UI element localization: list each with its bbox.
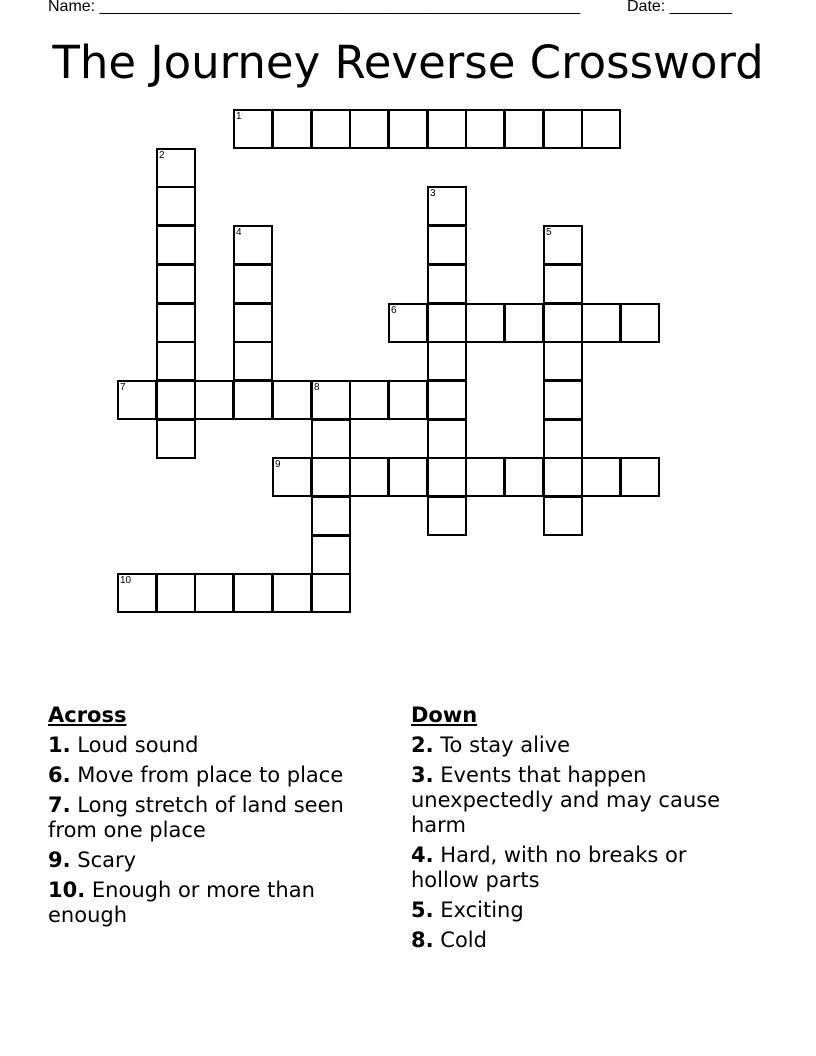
grid-cell[interactable]: [427, 419, 467, 459]
grid-cell[interactable]: [156, 573, 196, 613]
grid-cell[interactable]: [465, 109, 505, 149]
grid-cell[interactable]: [465, 457, 505, 497]
grid-cell[interactable]: [543, 419, 583, 459]
grid-cell[interactable]: [156, 264, 196, 304]
grid-cell[interactable]: [427, 186, 467, 226]
grid-cell[interactable]: [620, 457, 660, 497]
grid-cell[interactable]: [156, 186, 196, 226]
grid-cell[interactable]: [311, 573, 351, 613]
clue-text: Events that happen unexpectedly and may cause harm: [411, 763, 721, 837]
clue-across-10: [48, 878, 388, 928]
clue-number-label: 6: [391, 305, 397, 316]
grid-cell[interactable]: [543, 341, 583, 381]
clue-text: Exciting: [440, 898, 524, 922]
grid-cell[interactable]: [349, 457, 389, 497]
clue-number-label: 8: [314, 382, 320, 393]
grid-cell[interactable]: [543, 457, 583, 497]
clue-number: 5.: [411, 898, 434, 922]
grid-cell[interactable]: [427, 341, 467, 381]
grid-cell[interactable]: [156, 225, 196, 265]
grid-cell[interactable]: [543, 380, 583, 420]
clue-text: Loud sound: [77, 733, 199, 757]
grid-cell[interactable]: [272, 457, 312, 497]
grid-cell[interactable]: [311, 457, 351, 497]
grid-cell[interactable]: [543, 225, 583, 265]
clue-number-label: 1: [236, 111, 242, 122]
grid-cell[interactable]: [427, 225, 467, 265]
clue-number-label: 7: [120, 382, 126, 393]
clue-down-5: [411, 898, 761, 923]
clue-across-6: [48, 763, 388, 788]
grid-cell[interactable]: [194, 380, 234, 420]
clue-number-label: 4: [236, 227, 242, 238]
clue-down-2: [411, 733, 761, 758]
grid-cell[interactable]: [156, 380, 196, 420]
grid-cell[interactable]: [581, 109, 621, 149]
grid-cell[interactable]: [427, 457, 467, 497]
clue-number: 6.: [48, 763, 71, 787]
across-clues: [48, 703, 388, 933]
grid-cell[interactable]: [194, 573, 234, 613]
grid-cell[interactable]: [311, 496, 351, 536]
clue-number: 10.: [48, 878, 86, 902]
clue-number: 9.: [48, 848, 71, 872]
grid-cell[interactable]: [156, 303, 196, 343]
grid-cell[interactable]: [504, 303, 544, 343]
grid-cell[interactable]: [543, 109, 583, 149]
grid-cell[interactable]: [427, 380, 467, 420]
grid-cell[interactable]: [233, 109, 273, 149]
grid-cell[interactable]: [388, 303, 428, 343]
grid-cell[interactable]: [388, 457, 428, 497]
clue-number-label: 3: [430, 188, 436, 199]
grid-cell[interactable]: [233, 225, 273, 265]
clue-number-label: 5: [546, 227, 552, 238]
across-heading: Across: [48, 703, 127, 727]
grid-cell[interactable]: [543, 496, 583, 536]
grid-cell[interactable]: [156, 341, 196, 381]
grid-cell[interactable]: [272, 573, 312, 613]
grid-cell[interactable]: [117, 380, 157, 420]
date-field: Date: _______: [627, 0, 732, 15]
grid-cell[interactable]: [272, 380, 312, 420]
clue-text: Cold: [440, 928, 487, 952]
clue-across-7: [48, 793, 388, 843]
grid-cell[interactable]: [311, 109, 351, 149]
clue-number: 8.: [411, 928, 434, 952]
clue-text: To stay alive: [440, 733, 571, 757]
grid-cell[interactable]: [311, 535, 351, 575]
clue-number: 2.: [411, 733, 434, 757]
grid-cell[interactable]: [233, 341, 273, 381]
grid-cell[interactable]: [233, 573, 273, 613]
clue-number: 4.: [411, 843, 434, 867]
grid-cell[interactable]: [427, 264, 467, 304]
grid-cell[interactable]: [117, 573, 157, 613]
grid-cell[interactable]: [233, 380, 273, 420]
clue-number-label: 10: [120, 575, 132, 586]
grid-cell[interactable]: [504, 109, 544, 149]
clue-number: 7.: [48, 793, 71, 817]
page-title: The Journey Reverse Crossword: [52, 36, 764, 89]
grid-cell[interactable]: [543, 303, 583, 343]
clue-across-9: [48, 848, 388, 873]
grid-cell[interactable]: [543, 264, 583, 304]
grid-cell[interactable]: [311, 380, 351, 420]
clue-number-label: 9: [275, 459, 281, 470]
grid-cell[interactable]: [349, 380, 389, 420]
grid-cell[interactable]: [233, 264, 273, 304]
clue-number: 3.: [411, 763, 434, 787]
name-field: Name: ______________________________________________________: [48, 0, 581, 15]
grid-cell[interactable]: [465, 303, 505, 343]
clue-text: Long stretch of land seen from one place: [48, 793, 344, 842]
clue-text: Move from place to place: [77, 763, 344, 787]
grid-cell[interactable]: [504, 457, 544, 497]
clue-across-1: [48, 733, 388, 758]
grid-cell[interactable]: [388, 380, 428, 420]
grid-cell[interactable]: [233, 303, 273, 343]
grid-cell[interactable]: [620, 303, 660, 343]
clue-text: Enough or more than enough: [48, 878, 315, 927]
down-heading: Down: [411, 703, 478, 727]
grid-cell[interactable]: [388, 109, 428, 149]
down-clues: [411, 703, 761, 958]
grid-cell[interactable]: [311, 419, 351, 459]
clue-down-3: [411, 763, 761, 838]
clue-down-8: [411, 928, 761, 953]
clue-number-label: 2: [159, 150, 165, 161]
clue-text: Hard, with no breaks or hollow parts: [411, 843, 687, 892]
clue-down-4: [411, 843, 761, 893]
grid-cell[interactable]: [156, 148, 196, 188]
clue-text: Scary: [77, 848, 137, 872]
grid-cell[interactable]: [156, 419, 196, 459]
grid-cell[interactable]: [581, 303, 621, 343]
grid-cell[interactable]: [581, 457, 621, 497]
grid-cell[interactable]: [427, 496, 467, 536]
grid-cell[interactable]: [427, 303, 467, 343]
grid-cell[interactable]: [349, 109, 389, 149]
clue-number: 1.: [48, 733, 71, 757]
grid-cell[interactable]: [427, 109, 467, 149]
grid-cell[interactable]: [272, 109, 312, 149]
